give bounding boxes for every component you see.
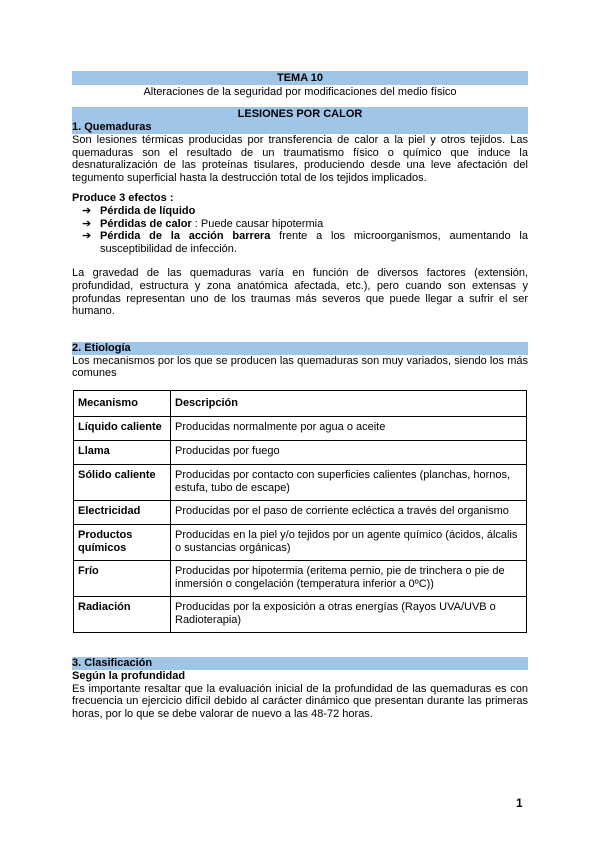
table-header-row bbox=[74, 390, 527, 416]
etiologia-intro: Los mecanismos por los que se producen las quemaduras son muy variados, siendo los más comunes bbox=[72, 354, 528, 380]
clasificacion-paragraph: Es importante resaltar que la evaluación inicial de la profundidad de las quemaduras es con frecuencia un ejercicio difícil debido al carácter dinámico que presentan durante las primeras horas, por lo que se debe valorar de nuevo a las 48-72 horas. bbox=[72, 682, 528, 720]
cell-descripcion: Producidas por fuego bbox=[171, 440, 527, 464]
effect-bold: Pérdidas de calor bbox=[100, 217, 192, 230]
cell-descripcion: Producidas por el paso de corriente ecléctica a través del organismo bbox=[171, 500, 527, 524]
effect-item bbox=[82, 205, 528, 218]
quemaduras-paragraph: Son lesiones térmicas producidas por transferencia de calor a la piel y otros tejidos. Las quemaduras son el resultado de un traumatismo físico o químico que induce la desnaturalización de las proteínas tisulares, produciendo desde una leve afectación del tegumento superficial hasta la destrucción total de los tejidos implicados. bbox=[72, 134, 528, 184]
cell-descripcion: Producidas en la piel y/o tejidos por un agente químico (ácidos, álcalis o sustancias orgánicas) bbox=[171, 524, 527, 560]
cell-mecanismo: Radiación bbox=[74, 596, 171, 632]
arrow-icon: ➔ bbox=[82, 230, 92, 243]
effect-bold: Pérdida de la acción barrera bbox=[100, 230, 271, 243]
etiologia-table bbox=[73, 390, 527, 633]
page-number: 1 bbox=[516, 796, 523, 810]
effect-item bbox=[82, 218, 528, 231]
effect-rest: : Puede causar hipotermia bbox=[191, 217, 324, 230]
effect-item bbox=[82, 230, 528, 255]
lesiones-title-bar: LESIONES POR CALOR bbox=[72, 107, 528, 121]
cell-mecanismo: Frío bbox=[74, 560, 171, 596]
effect-bold: Pérdida de líquido bbox=[100, 204, 196, 217]
tema-title-bar: TEMA 10 bbox=[72, 71, 528, 85]
table-row bbox=[74, 464, 527, 500]
table-row bbox=[74, 524, 527, 560]
cell-mecanismo: Productos químicos bbox=[74, 524, 171, 560]
section-etiologia-title: 2. Etiología bbox=[72, 342, 528, 355]
table-row bbox=[74, 500, 527, 524]
cell-mecanismo: Electricidad bbox=[74, 500, 171, 524]
cell-descripcion: Producidas por la exposición a otras energías (Rayos UVA/UVB o Radioterapia) bbox=[171, 596, 527, 632]
section-quemaduras-title: 1. Quemaduras bbox=[72, 121, 528, 134]
table-row bbox=[74, 596, 527, 632]
table-row bbox=[74, 416, 527, 440]
cell-descripcion: Producidas normalmente por agua o aceite bbox=[171, 416, 527, 440]
document-subtitle: Alteraciones de la seguridad por modificaciones del medio físico bbox=[143, 86, 457, 98]
cell-descripcion: Producidas por hipotermia (eritema pernio, pie de trinchera o pie de inmersión o congelación (temperatura inferior a 0ºC)) bbox=[171, 560, 527, 596]
header-mecanismo: Mecanismo bbox=[74, 390, 171, 416]
document-page bbox=[72, 71, 528, 720]
effects-list bbox=[72, 205, 528, 255]
cell-descripcion: Producidas por contacto con superficies calientes (planchas, hornos, estufa, tubo de escape) bbox=[171, 464, 527, 500]
arrow-icon: ➔ bbox=[82, 204, 92, 217]
effects-heading: Produce 3 efectos : bbox=[72, 192, 174, 205]
cell-mecanismo: Llama bbox=[74, 440, 171, 464]
profundidad-subtitle: Según la profundidad bbox=[72, 669, 186, 682]
section-clasificacion-title: 3. Clasificación bbox=[72, 657, 528, 670]
effect-rest: frente a los microorganismos, aumentando la susceptibilidad de infección. bbox=[100, 230, 528, 255]
cell-mecanismo: Líquido caliente bbox=[74, 416, 171, 440]
arrow-icon: ➔ bbox=[82, 217, 92, 230]
gravedad-paragraph: La gravedad de las quemaduras varía en función de diversos factores (extensión, profundidad, estructura y zona anatómica afectada, etc.), pero cuando son extensas y profundas representan uno de los traumas más severos que puede llegar a sufrir el ser humano. bbox=[72, 267, 528, 318]
table-row bbox=[74, 440, 527, 464]
cell-mecanismo: Sólido caliente bbox=[74, 464, 171, 500]
table-row bbox=[74, 560, 527, 596]
header-descripcion: Descripción bbox=[171, 390, 527, 416]
